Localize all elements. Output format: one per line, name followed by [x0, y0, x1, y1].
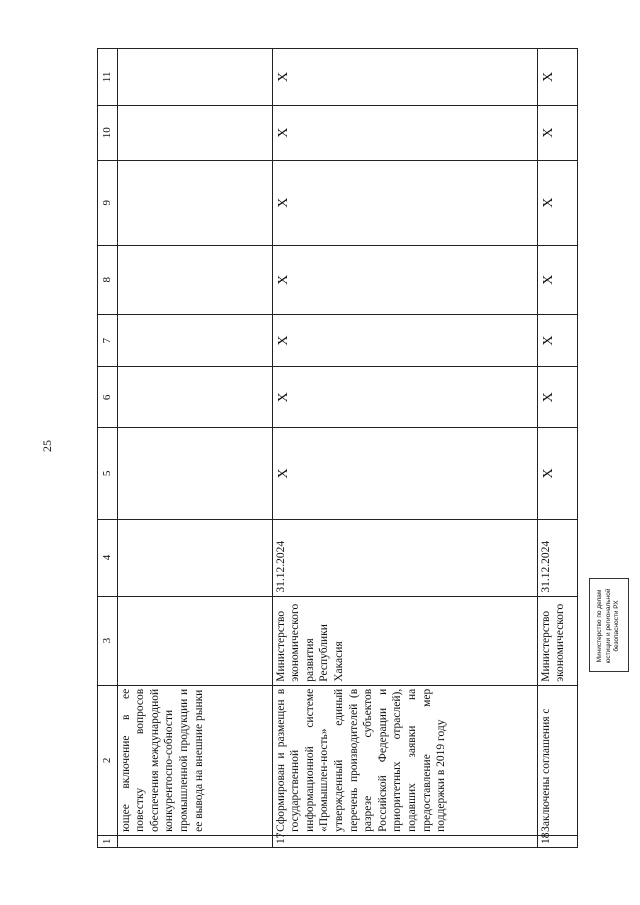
row-mark	[117, 428, 272, 519]
table-row	[537, 49, 577, 848]
row-mark	[117, 105, 272, 160]
stamp-text: Министерство по делам юстиции и региональной безопасности РХ	[596, 588, 620, 664]
row-mark: X	[537, 160, 577, 245]
header-cell: 10	[98, 105, 118, 160]
row-description: ющее включение в ее повестку вопросов обеспечения международной конкурентоспо-собности промышленной продукции и ее вывода на внешние рынки	[117, 685, 272, 835]
row-number	[117, 835, 272, 847]
row-mark: X	[272, 428, 537, 519]
row-mark	[117, 160, 272, 245]
row-number: 17	[272, 835, 537, 847]
row-mark: X	[272, 245, 537, 314]
row-mark: X	[537, 367, 577, 428]
header-cell: 11	[98, 49, 118, 106]
row-mark	[117, 245, 272, 314]
row-description: Сформирован и размещен в государственной информационной системе «Промышлен-ность» утвержденный единый перечень производителей (в разрезе субъектов Российской Федерации и приоритетных отраслей), подавших заявки на предоставление мер поддержки в 2019 году	[272, 685, 537, 835]
header-cell: 4	[98, 519, 118, 596]
row-description: Заключены соглашения с	[537, 685, 577, 835]
row-mark	[117, 367, 272, 428]
row-mark: X	[272, 314, 537, 367]
header-row	[98, 49, 118, 848]
row-mark: X	[272, 367, 537, 428]
header-cell: 3	[98, 596, 118, 685]
header-cell: 1	[98, 835, 118, 847]
row-mark: X	[537, 49, 577, 106]
header-cell: 7	[98, 314, 118, 367]
row-responsible: Министерство экономического развития Республики Хакасия	[272, 596, 537, 685]
table-row	[272, 49, 537, 848]
row-mark: X	[537, 105, 577, 160]
row-mark: X	[272, 49, 537, 106]
row-number: 18	[537, 835, 577, 847]
row-mark	[117, 49, 272, 106]
row-mark: X	[272, 105, 537, 160]
header-cell: 5	[98, 428, 118, 519]
header-cell: 8	[98, 245, 118, 314]
row-responsible: Министерство экономического	[537, 596, 577, 685]
header-cell: 2	[98, 685, 118, 835]
ministry-stamp	[589, 578, 629, 672]
table-row	[117, 49, 272, 848]
row-mark: X	[537, 314, 577, 367]
plan-table	[97, 48, 578, 848]
header-cell: 6	[98, 367, 118, 428]
row-mark: X	[537, 428, 577, 519]
rotated-table-wrapper	[97, 48, 605, 848]
row-mark: X	[272, 160, 537, 245]
row-date: 31.12.2024	[537, 519, 577, 596]
header-cell: 9	[98, 160, 118, 245]
row-date	[117, 519, 272, 596]
row-mark: X	[537, 245, 577, 314]
row-responsible	[117, 596, 272, 685]
row-date: 31.12.2024	[272, 519, 537, 596]
page-number: 25	[40, 440, 54, 452]
row-mark	[117, 314, 272, 367]
